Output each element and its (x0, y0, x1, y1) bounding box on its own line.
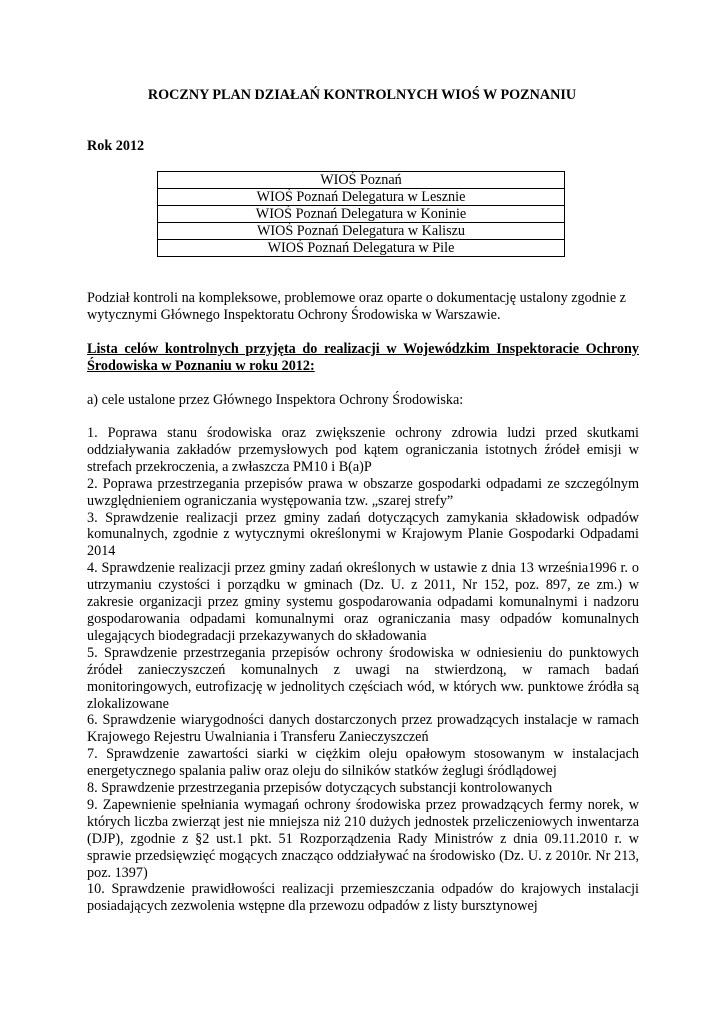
year-label: Rok 2012 (87, 138, 145, 154)
subheading: a) cele ustalone przez Głównego Inspektora Ochrony Środowiska: (87, 392, 464, 408)
list-item: 7. Sprawdzenie zawartości siarki w ciężkim oleju opałowym stosowanym w instalacjach energetycznego spalania paliw oraz oleju do silników statków żeglugi śródlądowej (87, 746, 639, 780)
goals-list (87, 425, 639, 915)
list-item: 10. Sprawdzenie prawidłowości realizacji przemieszczania odpadów do krajowych instalacji posiadających zezwolenia wstępne dla przewozu odpadów z listy bursztynowej (87, 881, 639, 915)
list-item: 9. Zapewnienie spełniania wymagań ochrony środowiska przez prowadzących fermy norek, w których liczba zwierząt jest nie mniejsza niż 210 dużych jednostek przeliczeniowych inwentarza (DJP), zgodnie z §2 ust.1 pkt. 51 Rozporządzenia Rady Ministrów z dnia 09.11.2010 r. w sprawie przedsięwzięć mogących znacząco oddziaływać na środowisko (Dz. U. z 2010r. Nr 213, poz. 1397) (87, 796, 639, 881)
list-item: 4. Sprawdzenie realizacji przez gminy zadań określonych w ustawie z dnia 13 września1996 r. o utrzymaniu czystości i porządku w gminach (Dz. U. z 2011, Nr 152, poz. 897, ze zm.) w zakresie organizacji przez gminy systemu gospodarowania odpadami komunalnymi i nadzoru gospodarowania odpadami komunalnymi oraz ograniczania masy odpadów komunalnych ulegających biodegradacji przekazywanych do składowania (87, 560, 639, 644)
office-cell: WIOŚ Poznań Delegatura w Lesznie (158, 189, 565, 206)
table-row (158, 172, 565, 189)
list-item: 8. Sprawdzenie przestrzegania przepisów dotyczących substancji kontrolowanych (87, 780, 553, 797)
list-item: 2. Poprawa przestrzegania przepisów prawa w obszarze gospodarki odpadami ze szczególnym uwzględnieniem ograniczania występowania tzw. „szarej strefy” (87, 475, 639, 509)
table-row (158, 206, 565, 223)
office-cell: WIOŚ Poznań (158, 172, 565, 189)
list-item: 6. Sprawdzenie wiarygodności danych dostarczonych przez prowadzących instalacje w ramach Krajowego Rejestru Uwalniania i Transferu Zanieczyszczeń (87, 712, 639, 746)
office-cell: WIOŚ Poznań Delegatura w Koninie (158, 206, 565, 223)
office-cell: WIOŚ Poznań Delegatura w Pile (158, 240, 565, 257)
table-row (158, 240, 565, 257)
list-item: 1. Poprawa stanu środowiska oraz zwiększenie ochrony zdrowia ludzi przed skutkami oddziaływania zakładów przemysłowych pod kątem ograniczania istotnych źródeł emisji w strefach przekroczenia, a zwłaszcza PM10 i B(a)P (87, 425, 639, 475)
intro-paragraph: Podział kontroli na kompleksowe, problemowe oraz oparte o dokumentację ustalony zgodnie z wytycznymi Głównego Inspektoratu Ochrony Środowiska w Warszawie. (87, 290, 626, 323)
list-item: 5. Sprawdzenie przestrzegania przepisów ochrony środowiska w odniesieniu do punktowych źródeł zanieczyszczeń komunalnych z uwagi na stwierdzoną, w ramach badań monitoringowych, eutrofizację w jednolitych częściach wód, w których ww. punktowe źródła są zlokalizowane (87, 644, 639, 712)
office-cell: WIOŚ Poznań Delegatura w Kaliszu (158, 223, 565, 240)
list-heading: Lista celów kontrolnych przyjęta do realizacji w Wojewódzkim Inspektoracie Ochrony Środowiska w Poznaniu w roku 2012: (87, 341, 639, 374)
offices-table (157, 171, 565, 257)
document-title: ROCZNY PLAN DZIAŁAŃ KONTROLNYCH WIOŚ W POZNANIU (147, 87, 577, 103)
list-item: 3. Sprawdzenie realizacji przez gminy zadań dotyczących zamykania składowisk odpadów komunalnych, zgodnie z wytycznymi określonymi w Krajowym Planie Gospodarki Odpadami 2014 (87, 509, 639, 560)
table-row (158, 223, 565, 240)
table-row (158, 189, 565, 206)
